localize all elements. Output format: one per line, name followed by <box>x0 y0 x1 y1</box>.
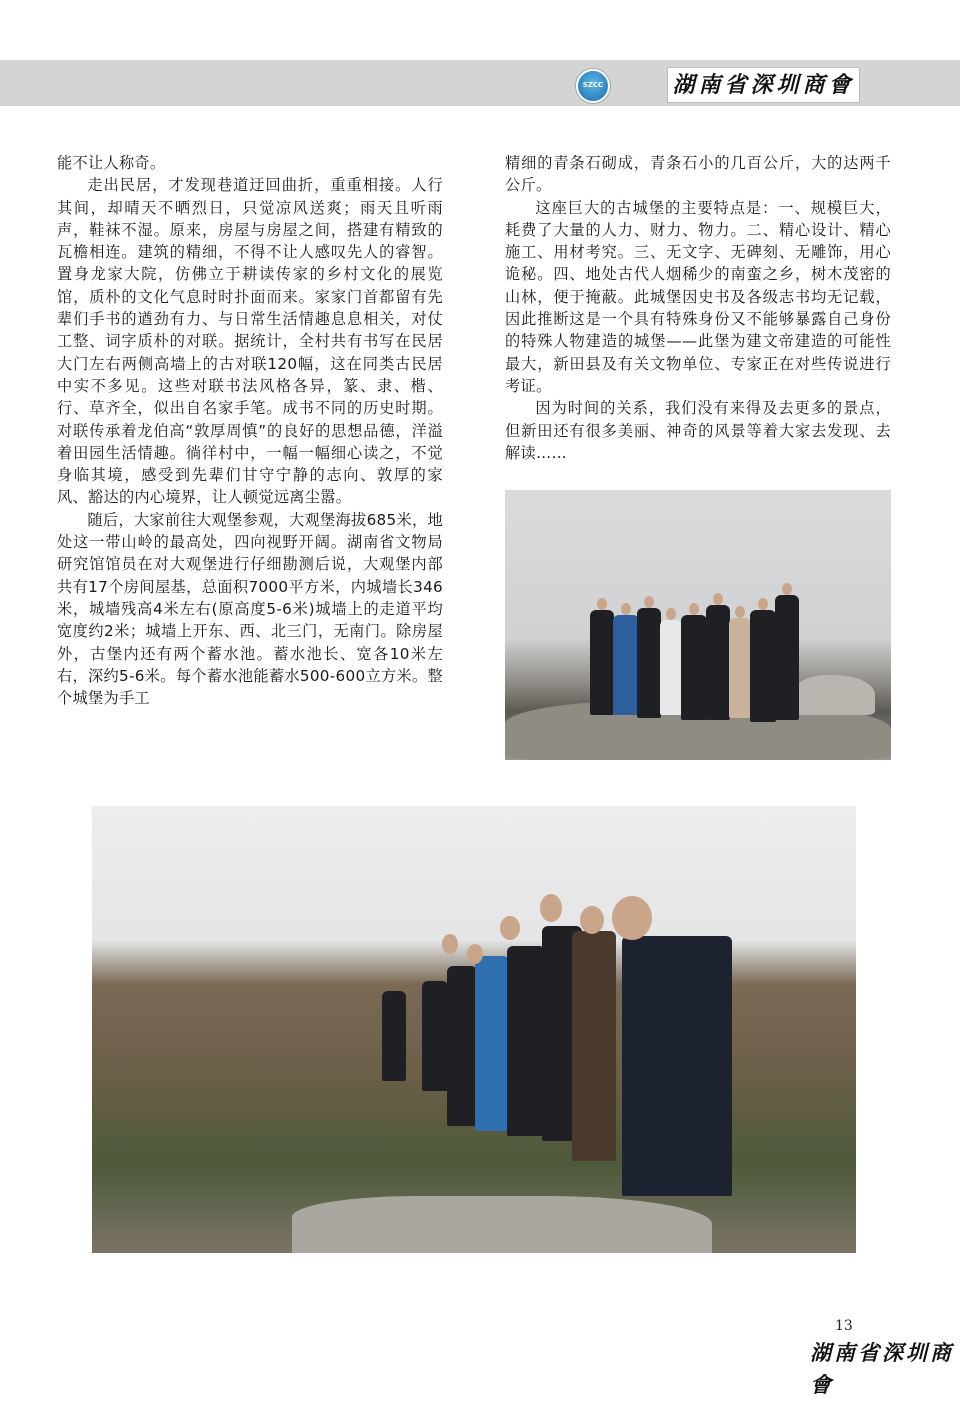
paragraph: 精细的青条石砌成，青条石小的几百公斤，大的达两千公斤。 <box>505 154 891 195</box>
logo-text: SZCC <box>582 81 604 89</box>
paragraph: 这座巨大的古城堡的主要特点是：一、规模巨大，耗费了大量的人力、财力、物力。二、精心设计、精心施工、用材考究。三、无文字、无碑刻、无雕饰，用心诡秘。四、地处古代人烟稀少的南蛮之乡，树木茂密的山林，便于掩蔽。此城堡因史书及各级志书均无记载，因此推断这是一个具有特殊身份又不能够暴露自己身份的特殊人物建造的城堡——此堡为建文帝建造的可能性最大，新田县及有关文物单位、专家正在对些传说进行考证。 <box>505 198 891 395</box>
page-number: 13 <box>835 1318 853 1334</box>
szcc-logo-icon <box>576 69 610 103</box>
paragraph: 随后，大家前往大观堡参观，大观堡海拔685米，地处这一带山岭的最高处，四向视野开阔。湖南省文物局研究馆馆员在对大观堡进行仔细勘测后说，大观堡内部共有17个房间屋基，总面积7000平方米，内城墙长346米，城墙残高4米左右(原高度5-6米)城墙上的走道平均宽度约2米；城墙上开东、西、北三门，无南门。除房屋外，古堡内还有两个蓄水池。蓄水池长、宽各10米左右，深约5-6米。每个蓄水池能蓄水500-600立方米。整个城堡为手工 <box>57 510 443 708</box>
group-photo-hilltop <box>505 490 891 760</box>
footer-brand: 湖南省深圳商會 <box>810 1340 954 1397</box>
paragraph: 因为时间的关系，我们没有来得及去更多的景点，但新田还有很多美丽、神奇的风景等着大家去发现、去解读…… <box>505 399 891 462</box>
group-photo-mountain-trail <box>92 806 856 1253</box>
header-brand: 湖南省深圳商會 <box>667 67 860 103</box>
paragraph: 走出民居，才发现巷道迂回曲折，重重相接。人行其间，却晴天不晒烈日，只觉凉风送爽；雨天且听雨声，鞋袜不湿。原来，房屋与房屋之间，搭建有精致的瓦檐相连。建筑的精细，不得不让人感叹先人的睿智。置身龙家大院，仿佛立于耕读传家的乡村文化的展览馆，质朴的文化气息时时扑面而来。家家门首都留有先辈们手书的遒劲有力、与日常生活情趣息息相关，对仗工整、词字质朴的对联。据统计，全村共有书写在民居大门左右两侧高墙上的古对联120幅，这在同类古民居中实不多见。这些对联书法风格各异，篆、隶、楷、行、草齐全，似出自名家手笔。成书不同的历史时期。对联传承着龙伯高“敦厚周慎”的良好的思想品德，洋溢着田园生活情趣。徜徉村中，一幅一幅细心读之，不觉身临其境，感受到先辈们甘守宁静的志向、敦厚的家风、豁达的内心境界，让人顿觉远离尘嚣。 <box>57 176 443 507</box>
paragraph: 能不让人称奇。 <box>57 154 166 172</box>
left-text-column <box>57 152 443 709</box>
right-text-column <box>505 152 891 464</box>
